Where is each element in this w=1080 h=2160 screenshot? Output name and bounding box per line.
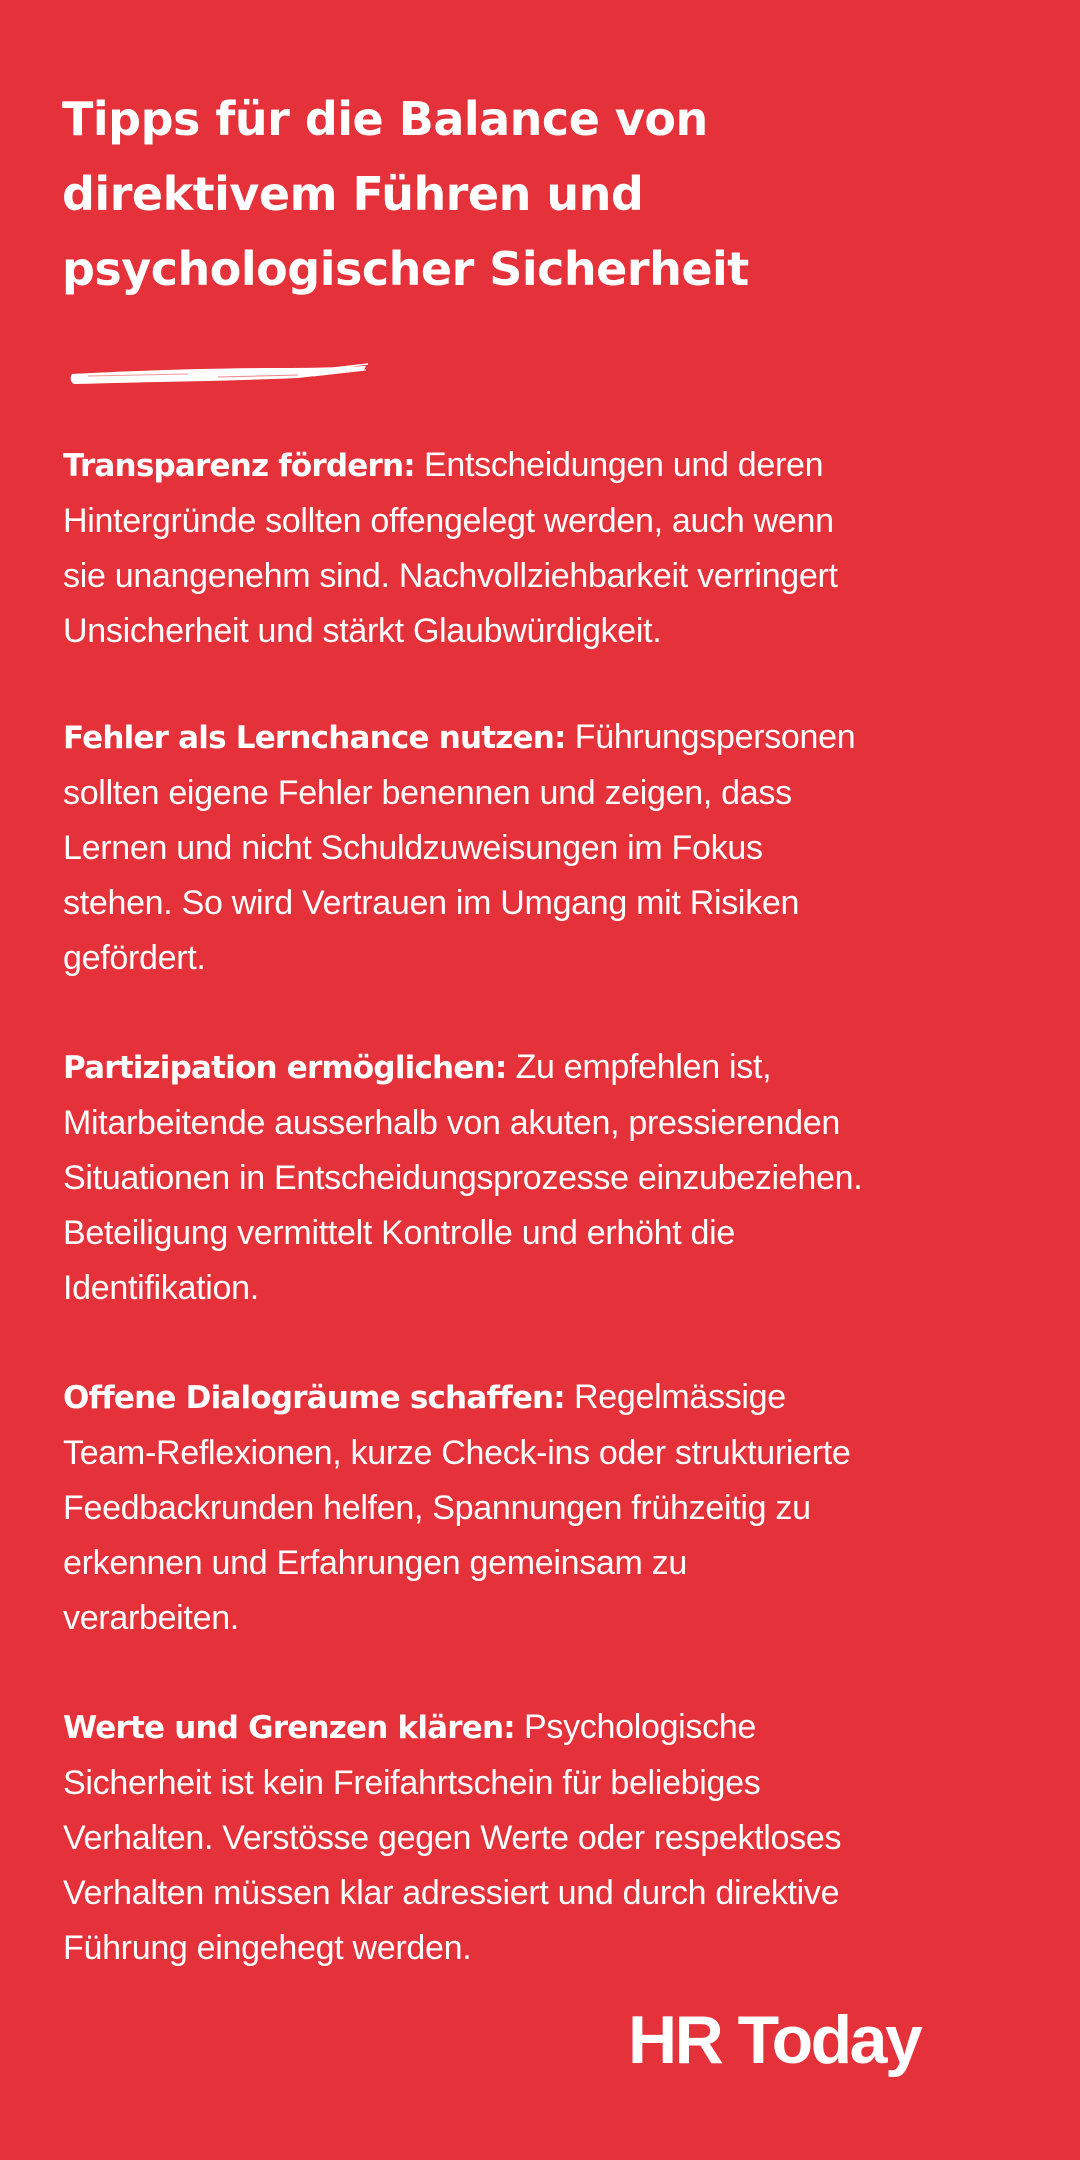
tip-text: Hintergründe sollten offengelegt werden, auch wenn [63,502,834,540]
tip-text: sie unangenehm sind. Nachvollziehbarkeit verringert [63,557,838,595]
title-line: Tipps für die Balance von [62,92,708,146]
tip-text: Führungspersonen [565,718,856,756]
brush-stroke-icon [68,362,368,388]
tip-text: Sicherheit ist kein Freifahrtschein für beliebiges [63,1764,761,1802]
tip-text: gefördert. [63,939,206,977]
tip-heading: Werte und Grenzen klären: [63,1710,515,1746]
tip-text: Identifikation. [63,1269,259,1307]
tip-heading: Transparenz fördern: [63,448,415,484]
tip-text: Verhalten müssen klar adressiert und durch direktive [63,1874,840,1912]
tip-text: Unsicherheit und stärkt Glaubwürdigkeit. [63,612,662,650]
tip-dialograeume [63,1370,1023,1646]
tip-text: erkennen und Erfahrungen gemeinsam zu [63,1544,687,1582]
tip-text: sollten eigene Fehler benennen und zeigen, dass [63,774,792,812]
tip-text: Situationen in Entscheidungsprozesse einzubeziehen. [63,1159,863,1197]
tip-heading: Partizipation ermöglichen: [63,1050,507,1086]
tip-text: Zu empfehlen ist, [506,1048,772,1086]
tip-text: verarbeiten. [63,1599,239,1637]
tip-text: Lernen und nicht Schuldzuweisungen im Fokus [63,829,763,867]
tip-text: Mitarbeitende ausserhalb von akuten, pressierenden [63,1104,840,1142]
title-line: psychologischer Sicherheit [62,242,749,296]
tip-text: Team-Reflexionen, kurze Check-ins oder strukturierte [63,1434,851,1472]
tip-text: Entscheidungen und deren [414,446,824,484]
tip-text: Führung eingehegt werden. [63,1929,472,1967]
tip-heading: Fehler als Lernchance nutzen: [63,720,566,756]
tip-text: Psychologische [514,1708,757,1746]
title-line: direktivem Führen und [62,167,644,221]
tip-transparenz [63,438,1023,659]
tip-fehler [63,710,1023,986]
tip-text: Regelmässige [564,1378,786,1416]
page-title [62,82,962,307]
tip-text: Feedbackrunden helfen, Spannungen frühzeitig zu [63,1489,811,1527]
tip-text: Beteiligung vermittelt Kontrolle und erhöht die [63,1214,735,1252]
tip-heading: Offene Dialogräume schaffen: [63,1380,565,1416]
hr-today-logo: HR Today [628,2002,921,2078]
tip-text: Verhalten. Verstösse gegen Werte oder respektloses [63,1819,842,1857]
tip-text: stehen. So wird Vertrauen im Umgang mit Risiken [63,884,800,922]
tip-werte-grenzen [63,1700,1023,1976]
tip-partizipation [63,1040,1023,1316]
